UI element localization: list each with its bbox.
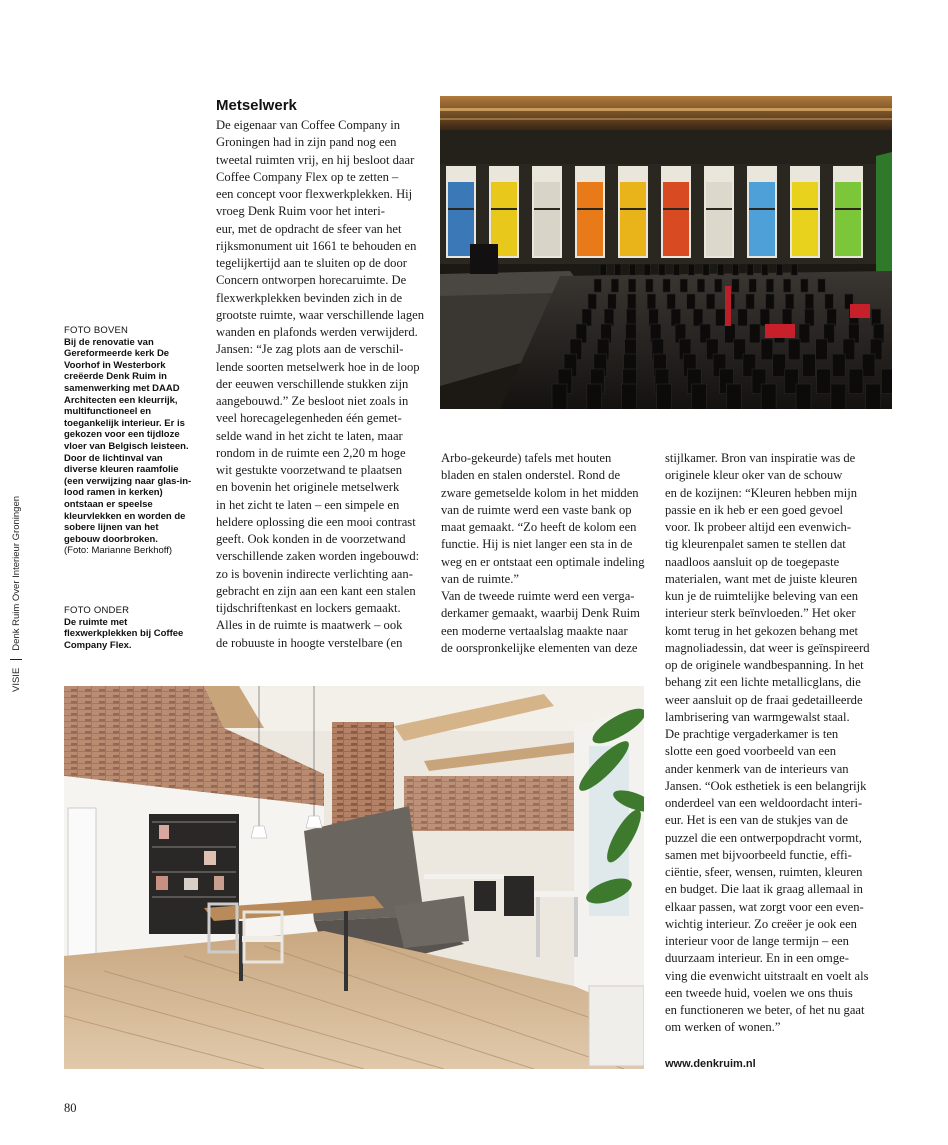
stained-window [534, 182, 560, 256]
text-line: in het zicht te laten – een simpele en [216, 497, 400, 512]
chair [611, 279, 618, 292]
text-line: zo is bovenin indirecte verlichting aan- [216, 566, 413, 581]
text-line: Coffee Company Flex op te zetten – [216, 169, 399, 184]
stained-window [577, 182, 603, 256]
chair [849, 369, 863, 394]
text-line: slotte een goed voorbeeld van een [665, 744, 836, 759]
running-head-section: Denk Ruim Over Interieur [10, 543, 22, 651]
chair [866, 384, 881, 409]
window-transom [491, 208, 517, 210]
text-line: ander kenmerk van de interieurs van [665, 761, 849, 776]
church-interior-illustration [440, 96, 892, 409]
text-line: weg en er ontstaat een optimale indeling [441, 554, 645, 569]
stained-window [706, 182, 732, 256]
chair [604, 309, 614, 326]
chair [608, 294, 616, 309]
chair [732, 279, 739, 292]
chair [594, 279, 601, 292]
chair [600, 264, 606, 275]
article-column-2 [441, 450, 651, 657]
chair [785, 294, 793, 309]
chair [726, 384, 741, 409]
text-line: puzzel die een ontwerpopdracht vormt, [665, 830, 862, 845]
page-number: 80 [64, 1101, 77, 1115]
window-transom [620, 208, 646, 210]
window-transom [706, 208, 732, 210]
text-line: eur, met de opdracht de sfeer van het [216, 221, 402, 236]
chair [657, 384, 672, 409]
chair [688, 264, 694, 275]
chair [732, 264, 738, 275]
text-line: kun je de ruimtelijke beleving van een [665, 589, 859, 603]
chair [738, 309, 748, 326]
text-line: maat gemaakt. “Zo heeft de kolom een [441, 520, 637, 534]
text-line: der eeuwen verschillende stukken zijn [216, 376, 409, 391]
text-line: ving die evenwicht uitstraalt en voelt als [665, 968, 869, 983]
window-transom [835, 208, 861, 210]
chair [552, 384, 567, 409]
text-line: elkaar passen, wat zorgt voor een even- [665, 899, 864, 914]
chair [773, 354, 786, 377]
chair [760, 309, 770, 326]
chair [706, 294, 714, 309]
chair [783, 279, 790, 292]
chair [680, 279, 687, 292]
chair [746, 294, 754, 309]
text-line: duurzaam interieur. En in een omge- [665, 951, 849, 966]
chair [659, 264, 665, 275]
chair [776, 264, 782, 275]
text-line: de oorspronkelijke elementen van deze [441, 640, 638, 655]
chair [588, 294, 596, 309]
text-line: gebracht en zijn aan een kant een stalen [216, 583, 416, 598]
window-transom [577, 208, 603, 210]
chair [674, 264, 680, 275]
text-line: Concern ontworpen horecaruimte. De [216, 273, 407, 288]
text-line: vroeg Denk Ruim voor het interi- [216, 204, 385, 219]
text-line: naadloos aansluit op de toegepaste [665, 554, 840, 569]
chair [766, 294, 774, 309]
chair [646, 279, 653, 292]
text-line: functie. Hij is niet langer een sta in de [441, 537, 633, 552]
chair [644, 264, 650, 275]
text-line: en de kozijnen: “Kleuren hebben mijn [665, 485, 857, 500]
text-line: wanden en plafonds werden verwijderd. [216, 325, 418, 339]
chair [791, 264, 797, 275]
running-head-magazine: VISIE [10, 667, 22, 692]
text-line: voor. Ik probeer altijd een evenwich- [665, 520, 852, 534]
chair [582, 309, 592, 326]
chair [825, 294, 833, 309]
chair [691, 384, 706, 409]
chair [818, 279, 825, 292]
text-line: van de ruimte.” [441, 571, 519, 586]
text-line: stijlkamer. Bron van inspiratie was de [665, 451, 856, 465]
text-line: Van de tweede ruimte werd een verga- [441, 589, 635, 603]
text-line: passie en ik heb er een goed gevoel [665, 502, 843, 517]
text-line: tegelijkertijd aan te sluiten op de door [216, 256, 407, 270]
chair [703, 264, 709, 275]
text-line: selde wand in het zicht te laten, maar [216, 428, 403, 443]
text-line: geeft. Ook konden in de voorzetwand [216, 532, 406, 546]
text-line: interieur voor de lange termijn – een [665, 934, 849, 948]
text-line: ciëntie, sfeer, wensen, ruimten, kleuren [665, 865, 863, 879]
chair [817, 369, 831, 394]
text-line: Jansen: “Je zag plots aan de verschil- [216, 342, 404, 357]
text-line: de robuuste in hoogte verstelbare (en [216, 635, 403, 650]
website-link[interactable]: www.denkruim.nl [665, 1058, 756, 1070]
chair [716, 309, 726, 326]
chair [622, 384, 637, 409]
stained-window [835, 182, 861, 256]
chair [627, 309, 637, 326]
chair [629, 264, 635, 275]
text-line: zware gemetselde kolom in het midden [441, 485, 639, 500]
window-transom [663, 208, 689, 210]
text-line: tijdschriftenkast en lockers gemaakt. [216, 601, 401, 615]
running-head-divider [10, 659, 22, 660]
photo-church-interior [440, 96, 892, 409]
text-line: magnoliadessin, dat weer is geïnspireerd [665, 640, 870, 655]
caption-top-credit: (Foto: Marianne Berkhoff) [64, 545, 173, 557]
stained-window [663, 182, 689, 256]
chair [816, 339, 828, 360]
window-transom [448, 208, 474, 210]
text-line: rondom in de ruimte een 2,20 m hoge [216, 445, 406, 460]
text-line: interieur sterk beïnvloeden.” Het oker [665, 606, 856, 621]
text-line: een tweede huid, voelen we ons thuis [665, 985, 853, 1000]
text-line: onderdeel van een weldoordacht interi- [665, 796, 863, 810]
article-column-3 [665, 450, 880, 1037]
text-line: van de ruimte werd een vaste bank op [441, 502, 632, 517]
article-heading: Metselwerk [216, 97, 297, 114]
chair [796, 384, 811, 409]
text-line: Jansen. “Ook esthetiek is een belangrijk [665, 778, 867, 793]
window-transom [749, 208, 775, 210]
text-line: wit gestukte voorzetwand te plaatsen [216, 463, 403, 477]
chair [587, 384, 602, 409]
chair [799, 324, 810, 343]
chair [693, 309, 703, 326]
window-transom [534, 208, 560, 210]
chair [747, 264, 753, 275]
chair [766, 279, 773, 292]
chair [831, 384, 846, 409]
text-line: behang zit een lichte metallicglans, die [665, 675, 861, 690]
running-head-city: Groningen [10, 495, 22, 541]
text-line: De prachtige vergaderkamer is ten [665, 727, 839, 741]
chair [749, 324, 760, 343]
caption-photo-top [64, 325, 194, 557]
caption-bottom-text: De ruimte met flexwerkplekken bij Coffee Company Flex. [64, 616, 184, 651]
text-line: grootste ruimte, waar verschillende lagen [216, 307, 425, 322]
chair [782, 309, 792, 326]
text-line: wichtig interieur. Zo creëer je ook een [665, 916, 857, 931]
chair [762, 264, 768, 275]
chair [788, 339, 800, 360]
chair [647, 294, 655, 309]
flex-workspace-illustration [64, 686, 644, 1069]
chair [663, 279, 670, 292]
text-line: eur. Het is een van de stukjes van de [665, 813, 848, 828]
chair [615, 264, 621, 275]
chair [749, 279, 756, 292]
running-head [2, 452, 30, 692]
text-line: komt terug in het gekozen behang met [665, 623, 859, 638]
text-line: rijksmonument uit 1661 te behouden en [216, 238, 417, 253]
stained-window [792, 182, 818, 256]
chair [697, 279, 704, 292]
text-line: lambrisering van warmgewalst staal. [665, 709, 850, 724]
chair [761, 384, 776, 409]
chair [627, 294, 635, 309]
text-line: tig kleurenpalet samen te stellen dat [665, 537, 846, 552]
text-line: weer aansluit op de fraai gedetailleerde [665, 692, 863, 707]
text-line: en budget. Die laat ik graag allemaal in [665, 882, 863, 897]
text-line: materialen, want met de juiste kleuren [665, 571, 858, 586]
chair [805, 294, 813, 309]
photo-flex-workspace [64, 686, 644, 1069]
text-line: om werken of wonen.” [665, 1020, 781, 1035]
text-line: De eigenaar van Coffee Company in [216, 118, 401, 132]
text-line: heldere oplossing die een mooi contrast [216, 514, 416, 529]
window-transom [792, 208, 818, 210]
chair [718, 264, 724, 275]
text-line: Arbo-gekeurde) tafels met houten [441, 451, 612, 465]
caption-top-text: Bij de renovatie van Gereformeerde kerk De Voorhof in Westerbork creëerde Denk Ruim in samenwerking met DAAD Architecten een kleurrijk, multifunctioneel en toegankelijk interieur. Er is gekozen voor een tijdloze vloer van Belgisch leisteen. Door de lichtinval van diverse kleuren raamfolie (een verwijzing naar glas-in-lood ramen in kerken) ontstaan er speelse kleurvlekken en worden de sobere lijnen van het gebouw doorbroken. [64, 336, 192, 545]
text-line: Alles in de ruimte is maatwerk – ook [216, 618, 403, 633]
caption-top-label: FOTO BOVEN [64, 325, 129, 336]
article-column-1 [216, 117, 426, 652]
chair [832, 354, 845, 377]
text-line: op de originele wandbespanning. In het [665, 658, 864, 672]
text-line: aangebouwd.” Ze besloot niet zoals in [216, 394, 409, 408]
caption-bottom-label: FOTO ONDER [64, 605, 130, 616]
text-line: originele kleur oker van de schouw [665, 468, 843, 483]
caption-photo-bottom [64, 605, 194, 651]
text-line: bladen en stalen onderstel. Rond de [441, 468, 621, 483]
text-line: en bovenin het originele metselwerk [216, 480, 400, 495]
chair [803, 354, 816, 377]
chair [871, 309, 881, 326]
chair [715, 279, 722, 292]
text-line: samen met bijvoorbeeld functie, effi- [665, 847, 852, 862]
text-line: lende soorten metselwerk hoe in de loop [216, 359, 420, 374]
chair [801, 279, 808, 292]
chair [628, 279, 635, 292]
chair [649, 309, 659, 326]
chair [862, 354, 875, 377]
chair [827, 309, 837, 326]
chair [805, 309, 815, 326]
chair [667, 294, 675, 309]
chair [671, 309, 681, 326]
stained-window [749, 182, 775, 256]
text-line: flexwerkplekken bevinden zich in de [216, 290, 403, 305]
text-line: een moderne vertaalslag maakte naar [441, 623, 628, 638]
text-line: een concept voor flexwerkplekken. Hij [216, 187, 413, 201]
stained-window [620, 182, 646, 256]
chair [881, 369, 892, 394]
text-line: veel horecagelegenheden één gemet- [216, 411, 402, 426]
text-line: derkamer gemaakt, waarbij Denk Ruim [441, 606, 640, 621]
text-line: en functioneren we beter, of het nu gaat [665, 1003, 865, 1017]
text-line: Groningen had in zijn pand nog een [216, 135, 397, 150]
text-line: verschillende zaken worden ingebouwd: [216, 549, 420, 564]
text-line: tweetal ruimten vrij, en hij besloot daar [216, 152, 415, 167]
chair [761, 339, 773, 360]
chair [687, 294, 695, 309]
